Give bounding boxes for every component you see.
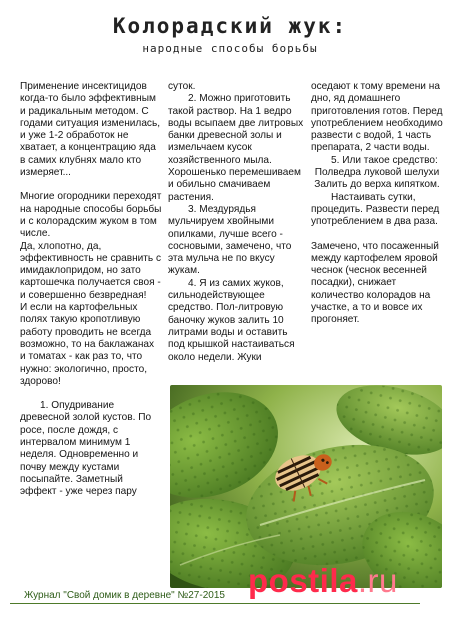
paragraph: 1. Опудривание древесной золой кустов. По росе, после дождя, с интервалом минимум 1 неделя. Одновременно и почву между кустами посыпайте. Заметный эффект - уже через пару [20, 400, 152, 498]
paragraph: Да, хлопотно, да, эффективность не сравнить с имидаклопридом, но зато картошечка получается своя - и совершенно безвредная! [20, 240, 162, 301]
paragraph: Настаивать сутки, процедить. Развести перед употреблением в два раза. [311, 191, 440, 228]
page-title: Колорадский жук: [112, 14, 348, 38]
paragraph: Залить до верха кипятком. [314, 179, 440, 191]
paragraph: оседают к тому времени на дно, яд домашнего приготовления готов. Перед употреблением необходимо развести с водой, 1 часть препарата, 2 части воды. [311, 81, 443, 154]
text-column-3 [311, 81, 443, 327]
postila-watermark-logo: postila.ru [248, 562, 398, 599]
page-subtitle: народные способы борьбы [142, 42, 318, 55]
paragraph: 2. Можно приготовить такой раствор. На 1 ведро воды всыпаем две литровых банки древесной золы и измельчаем кусок хозяйственного мыла. Хорошенько перемешиваем и обильно смачиваем растения. [168, 93, 304, 203]
text-column-2 [168, 81, 304, 364]
footer-divider [10, 603, 420, 604]
text-column-1 [20, 81, 162, 499]
paragraph: Замечено, что посаженный между картофелем яровой чеснок (чеснок весенней посадки), снижает количество колорадов на участке, а то и вовсе их прогоняет. [311, 240, 439, 326]
paragraph: Применение инсектицидов когда-то было эффективным и радикальным методом. С годами ситуация изменилась, и уже 1-2 обработок не хватает, а концентрацию яда в самих клубнях мало кто измеряет... [20, 81, 161, 179]
beetle-photo [170, 385, 442, 588]
paragraph: 5. Или такое средство: [331, 154, 438, 166]
magazine-credit: Журнал "Свой домик в деревне" №27-2015 [24, 590, 225, 601]
potato-leaf-illustration [170, 385, 442, 588]
paragraph: суток. [168, 81, 196, 92]
paragraph: И если на картофельных полях такую кропотливую работу проводить не всегда возможно, то на баклажанах и томатах - как раз то, что нужно: экологично, просто, здорово! [20, 302, 155, 387]
paragraph: 4. Я из самих жуков, сильнодействующее средство. Пол-литровую баночку жуков залить 10 литрами воды и оставить под крышкой настаиваться около недели. Жуки [168, 277, 295, 363]
paragraph: Полведра луковой шелухи [314, 167, 440, 179]
paragraph: 3. Мездурядья мульчируем хвойными опилками, лучше всего - сосновыми, замечено, что эта мульча не по вкусу жукам. [168, 203, 292, 277]
paragraph: Многие огородники переходят на народные способы борьбы и с колорадским жуком в том числе. [20, 191, 162, 240]
